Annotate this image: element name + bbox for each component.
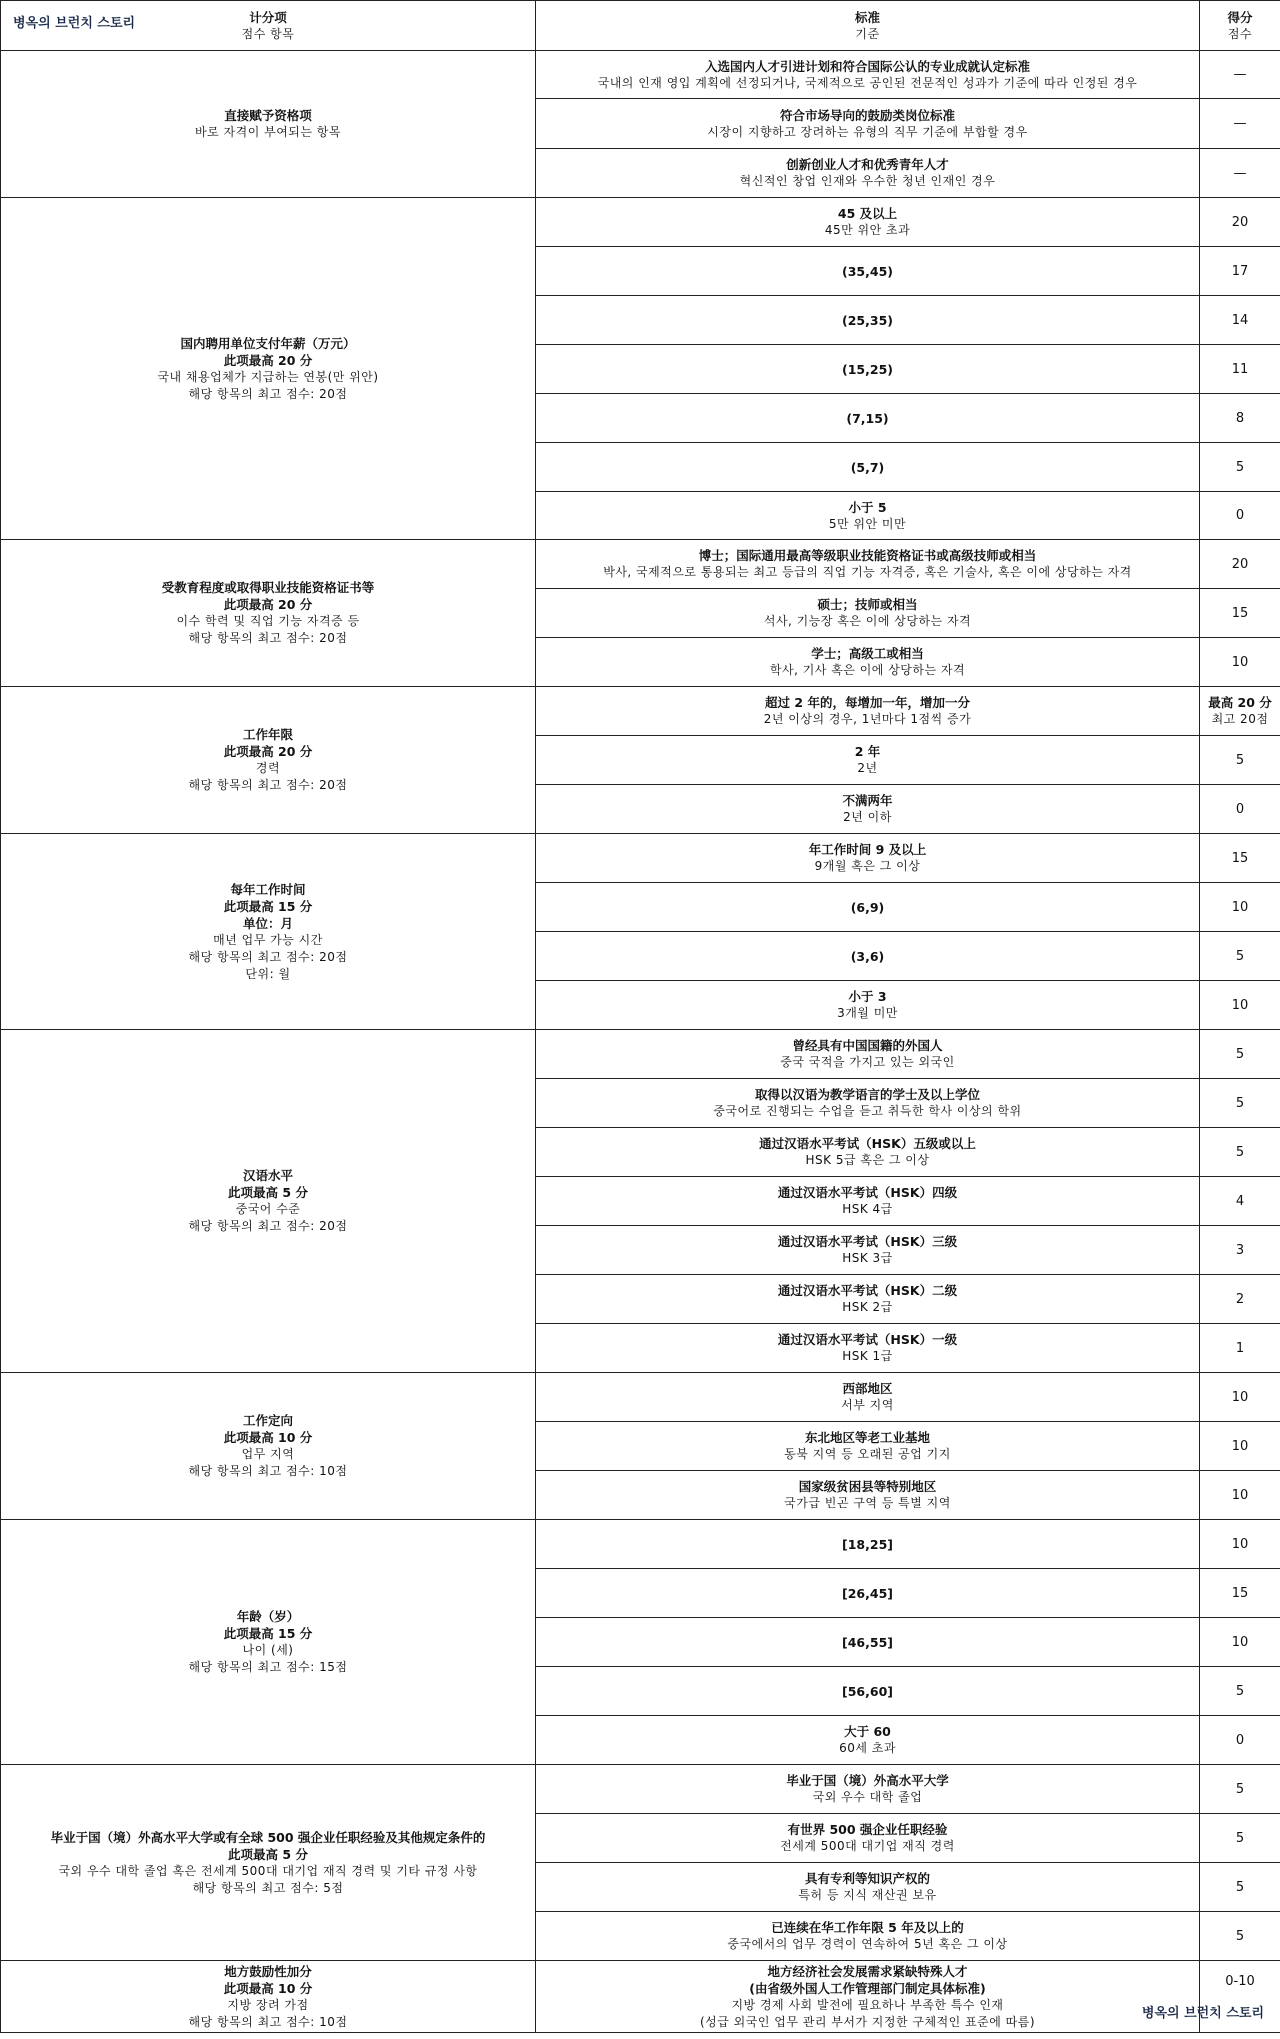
standard-cell: [26,45] (536, 1569, 1200, 1618)
standard-cell: 具有专利等知识产权的 특허 등 지식 재산권 보유 (536, 1863, 1200, 1912)
table-row (1, 687, 1280, 736)
standard-cell: [56,60] (536, 1667, 1200, 1716)
score-cell: 15 (1200, 834, 1280, 883)
header-item: 计分项 점수 항목 (1, 1, 536, 51)
brand-logo-top: 병옥의 브런치 스토리 (13, 16, 136, 31)
standard-cell: (6,9) (536, 883, 1200, 932)
score-cell: 0-10 (1200, 1961, 1280, 2033)
score-cell: 10 (1200, 1520, 1280, 1569)
standard-cell: 符合市场导向的鼓励类岗位标准 시장이 지향하고 장려하는 유형의 직무 기준에 부합할 경우 (536, 99, 1200, 149)
standard-cell: 通过汉语水平考试（HSK）三级 HSK 3급 (536, 1226, 1200, 1275)
score-cell: 0 (1200, 1716, 1280, 1765)
standard-cell: (7,15) (536, 394, 1200, 443)
standard-cell: 通过汉语水平考试（HSK）四级 HSK 4급 (536, 1177, 1200, 1226)
score-cell: 14 (1200, 296, 1280, 345)
score-cell: 5 (1200, 1863, 1280, 1912)
standard-cell: 曾经具有中国国籍的外国人 중국 국적을 가지고 있는 외국인 (536, 1030, 1200, 1079)
standard-cell: 小于 3 3개월 미만 (536, 981, 1200, 1030)
header-standard: 标准 기준 (536, 1, 1200, 51)
standard-cell: [46,55] (536, 1618, 1200, 1667)
score-cell: 17 (1200, 247, 1280, 296)
scoring-item-cell: 毕业于国（境）外高水平大学或有全球 500 强企业任职经验及其他规定条件的 此项最高 5 分 국외 우수 대학 졸업 혹은 전세계 500대 대기업 재직 경력 및 기타 규정 사항 해당 항목의 최고 점수: 5점 (1, 1765, 536, 1961)
table-row (1, 1030, 1280, 1079)
score-cell: 5 (1200, 1030, 1280, 1079)
standard-cell: 45 及以上 45만 위안 초과 (536, 198, 1200, 247)
standard-cell: (5,7) (536, 443, 1200, 492)
table-row (1, 1373, 1280, 1422)
standard-cell: (25,35) (536, 296, 1200, 345)
standard-cell: 年工作时间 9 及以上 9개월 혹은 그 이상 (536, 834, 1200, 883)
score-cell: 8 (1200, 394, 1280, 443)
score-cell: 20 (1200, 540, 1280, 589)
table-row (1, 1961, 1280, 2033)
score-cell: 15 (1200, 589, 1280, 638)
table-row (1, 1520, 1280, 1569)
scoring-item-cell: 直接赋予资格项 바로 자격이 부여되는 항목 (1, 51, 536, 198)
score-cell: — (1200, 51, 1280, 99)
standard-cell: 创新创业人才和优秀青年人才 혁신적인 창업 인재와 우수한 청년 인재인 경우 (536, 149, 1200, 198)
scoring-item-cell: 工作定向 此项最高 10 分 업무 지역 해당 항목의 최고 점수: 10점 (1, 1373, 536, 1520)
brand-logo-bottom: 병옥의 브런치 스토리 (1141, 2006, 1264, 2021)
standard-cell: [18,25] (536, 1520, 1200, 1569)
standard-cell: 有世界 500 强企业任职经验 전세계 500대 대기업 재직 경력 (536, 1814, 1200, 1863)
score-cell: 3 (1200, 1226, 1280, 1275)
table-row (1, 198, 1280, 247)
standard-cell: 通过汉语水平考试（HSK）五级或以上 HSK 5급 혹은 그 이상 (536, 1128, 1200, 1177)
score-cell: 4 (1200, 1177, 1280, 1226)
scoring-item-cell: 汉语水平 此项最高 5 分 중국어 수준 해당 항목의 최고 점수: 20점 (1, 1030, 536, 1373)
standard-cell: 2 年 2년 (536, 736, 1200, 785)
standard-cell: 地方经济社会发展需求紧缺特殊人才 (由省级外国人工作管理部门制定具体标准) 지방 경제 사회 발전에 필요하나 부족한 특수 인재 (성급 외국인 업무 관리 부서가 지정한 구체적인 표준에 따름) (536, 1961, 1200, 2033)
standard-cell: 学士；高级工或相当 학사, 기사 혹은 이에 상당하는 자격 (536, 638, 1200, 687)
standard-cell: 国家级贫困县等特别地区 국가급 빈곤 구역 등 특별 지역 (536, 1471, 1200, 1520)
standard-cell: 取得以汉语为教学语言的学士及以上学位 중국어로 진행되는 수업을 듣고 취득한 학사 이상의 학위 (536, 1079, 1200, 1128)
header-score: 得分 점수 (1200, 1, 1280, 51)
score-cell: 10 (1200, 1471, 1280, 1520)
header-row (1, 1, 1280, 51)
score-cell: — (1200, 99, 1280, 149)
standard-cell: 毕业于国（境）外高水平大学 국외 우수 대학 졸업 (536, 1765, 1200, 1814)
score-cell: 10 (1200, 1373, 1280, 1422)
standard-cell: 小于 5 5만 위안 미만 (536, 492, 1200, 540)
score-cell: 10 (1200, 1422, 1280, 1471)
score-cell: 5 (1200, 932, 1280, 981)
score-cell: 0 (1200, 492, 1280, 540)
score-cell: 10 (1200, 883, 1280, 932)
table-row (1, 540, 1280, 589)
standard-cell: 入选国内人才引进计划和符合国际公认的专业成就认定标准 국내의 인재 영입 계획에 선정되거나, 국제적으로 공인된 전문적인 성과가 기준에 따라 인정된 경우 (536, 51, 1200, 99)
score-cell: 2 (1200, 1275, 1280, 1324)
scoring-item-cell: 年龄（岁） 此项最高 15 分 나이 (세) 해당 항목의 최고 점수: 15점 (1, 1520, 536, 1765)
score-cell: 5 (1200, 1079, 1280, 1128)
score-cell: 15 (1200, 1569, 1280, 1618)
score-cell: 1 (1200, 1324, 1280, 1373)
standard-cell: 大于 60 60세 초과 (536, 1716, 1200, 1765)
scoring-item-cell: 工作年限 此项最高 20 分 경력 해당 항목의 최고 점수: 20점 (1, 687, 536, 834)
score-cell: 5 (1200, 1667, 1280, 1716)
score-cell: 5 (1200, 1814, 1280, 1863)
standard-cell: 博士；国际通用最高等级职业技能资格证书或高级技师或相当 박사, 국제적으로 통용되는 최고 등급의 직업 기능 자격증, 혹은 기술사, 혹은 이에 상당하는 자격 (536, 540, 1200, 589)
scoring-item-cell: 受教育程度或取得职业技能资格证书等 此项最高 20 分 이수 학력 및 직업 기능 자격증 등 해당 항목의 최고 점수: 20점 (1, 540, 536, 687)
standard-cell: 东北地区等老工业基地 동북 지역 등 오래된 공업 기지 (536, 1422, 1200, 1471)
table-row (1, 51, 1280, 99)
standard-cell: (3,6) (536, 932, 1200, 981)
standard-cell: 通过汉语水平考试（HSK）一级 HSK 1급 (536, 1324, 1200, 1373)
table-row (1, 834, 1280, 883)
scoring-item-cell: 国内聘用单位支付年薪（万元） 此项最高 20 分 국내 채용업체가 지급하는 연봉(만 위안) 해당 항목의 최고 점수: 20점 (1, 198, 536, 540)
standard-cell: 硕士；技师或相当 석사, 기능장 혹은 이에 상당하는 자격 (536, 589, 1200, 638)
standard-cell: 超过 2 年的，每增加一年，增加一分 2년 이상의 경우, 1년마다 1점씩 증가 (536, 687, 1200, 736)
score-cell: 最高 20 分 최고 20점 (1200, 687, 1280, 736)
table-row (1, 1765, 1280, 1814)
standard-cell: 不满两年 2년 이하 (536, 785, 1200, 834)
standard-cell: (15,25) (536, 345, 1200, 394)
score-cell: 20 (1200, 198, 1280, 247)
score-cell: 10 (1200, 638, 1280, 687)
standard-cell: 通过汉语水平考试（HSK）二级 HSK 2급 (536, 1275, 1200, 1324)
score-cell: 5 (1200, 1912, 1280, 1961)
score-cell: 5 (1200, 736, 1280, 785)
scoring-item-cell: 每年工作时间 此项最高 15 分 单位：月 매년 업무 가능 시간 해당 항목의 최고 점수: 20점 단위: 월 (1, 834, 536, 1030)
score-cell: 10 (1200, 981, 1280, 1030)
score-cell: 11 (1200, 345, 1280, 394)
score-cell: 5 (1200, 443, 1280, 492)
score-cell: — (1200, 149, 1280, 198)
standard-cell: 西部地区 서부 지역 (536, 1373, 1200, 1422)
score-cell: 5 (1200, 1765, 1280, 1814)
score-cell: 0 (1200, 785, 1280, 834)
score-cell: 5 (1200, 1128, 1280, 1177)
scoring-item-cell: 地方鼓励性加分 此项最高 10 分 지방 장려 가점 해당 항목의 최고 점수: 10점 (1, 1961, 536, 2033)
standard-cell: (35,45) (536, 247, 1200, 296)
score-cell: 10 (1200, 1618, 1280, 1667)
standard-cell: 已连续在华工作年限 5 年及以上的 중국에서의 업무 경력이 연속하여 5년 혹은 그 이상 (536, 1912, 1200, 1961)
